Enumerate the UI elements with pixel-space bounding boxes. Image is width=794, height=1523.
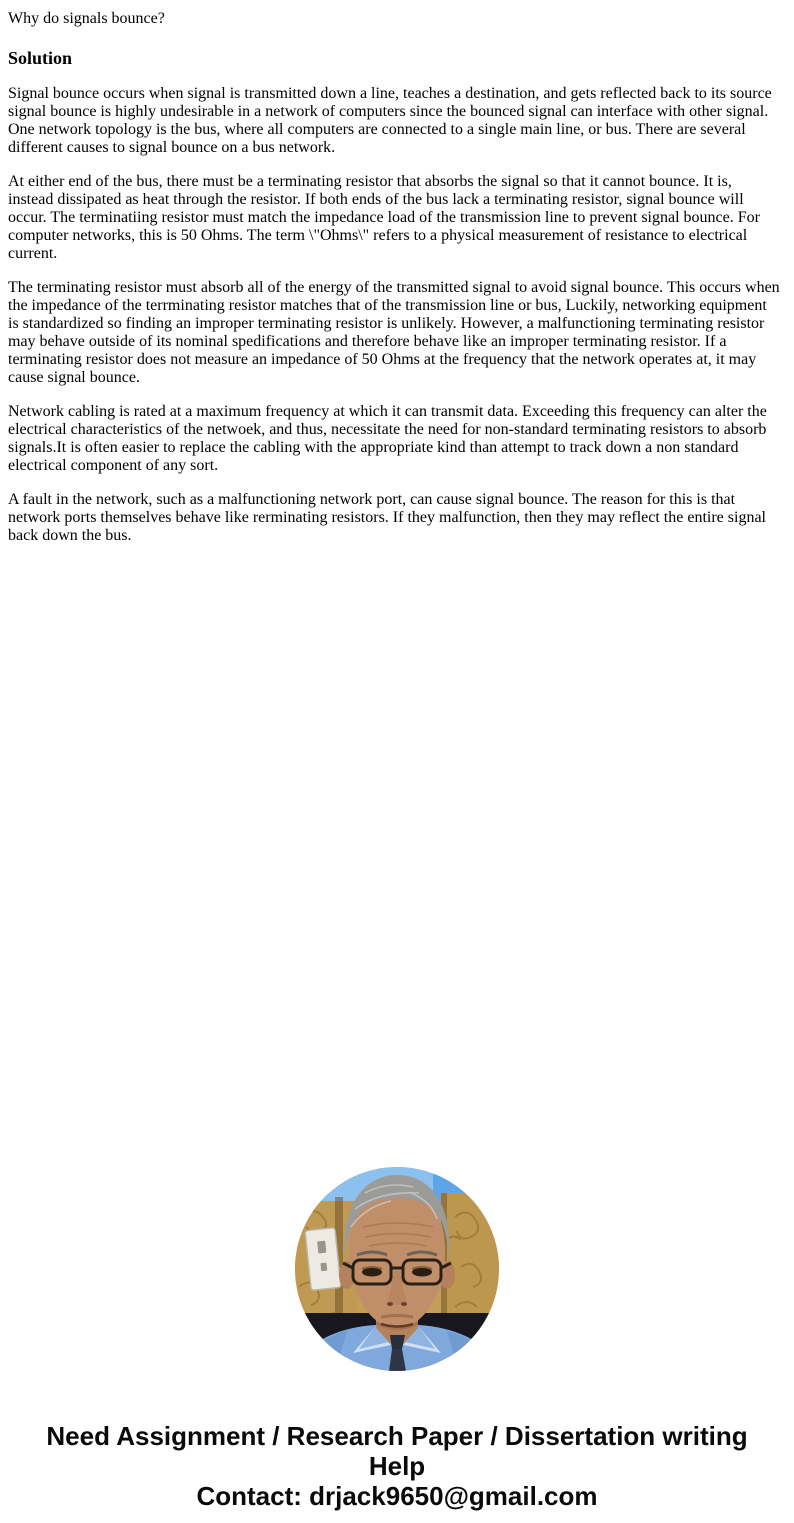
whitespace-spacer [0,561,794,1167]
paragraph-network-cabling: Network cabling is rated at a maximum frequency at which it can transmit data. Exceeding this frequency can alter the electrical characteristics of the netwoek, and thus, necessitate the need for non-standard terminating resistors to absorb signals.It is often easier to replace the cabling with the appropriate kind than attempt to track down a non standard electrical component of any sort. [8,403,767,474]
solution-heading: Solution [8,48,73,68]
footer-banner [0,1421,794,1511]
tutor-portrait-photo-icon [295,1167,499,1371]
footer-contact-email: Contact: drjack9650@gmail.com [196,1481,598,1511]
question-title: Why do signals bounce? [8,10,165,27]
paragraph-signal-bounce-intro: Signal bounce occurs when signal is transmitted down a line, teaches a destination, and gets reflected back to its source signal bounce is highly undesirable in a network of computers since the bounced signal can interface with other signal. One network topology is the bus, where all computers are connected to a single main line, or bus. There are several different causes to signal bounce on a bus network. [8,85,772,156]
document-body [0,0,794,545]
footer-help-text: Need Assignment / Research Paper / Dissertation writing Help [46,1421,748,1481]
paragraph-network-fault: A fault in the network, such as a malfunctioning network port, can cause signal bounce. The reason for this is that network ports themselves behave like rerminating resistors. If they malfunction, then they may reflect the entire signal back down the bus. [8,491,766,544]
avatar [295,1167,499,1371]
paragraph-resistor-impedance: The terminating resistor must absorb all of the energy of the transmitted signal to avoid signal bounce. This occurs when the impedance of the terrminating resistor matches that of the transmission line or bus, Luckily, networking equipment is standardized so finding an improper terminating resistor is unlikely. However, a malfunctioning terminating resistor may behave outside of its nominal spedifications and therefore behave like an improper terminating resistor. If a terminating resistor does not measure an impedance of 50 Ohms at the frequency that the network operates at, it may cause signal bounce. [8,279,780,386]
paragraph-terminating-resistor: At either end of the bus, there must be a terminating resistor that absorbs the signal so that it cannot bounce. It is, instead dissipated as heat through the resistor. If both ends of the bus lack a terminating resistor, signal bounce will occur. The terminatiing resistor must match the impedance load of the transmission line to prevent signal bounce. For computer networks, this is 50 Ohms. The term \"Ohms\" refers to a physical measurement of resistance to electrical current. [8,173,760,262]
